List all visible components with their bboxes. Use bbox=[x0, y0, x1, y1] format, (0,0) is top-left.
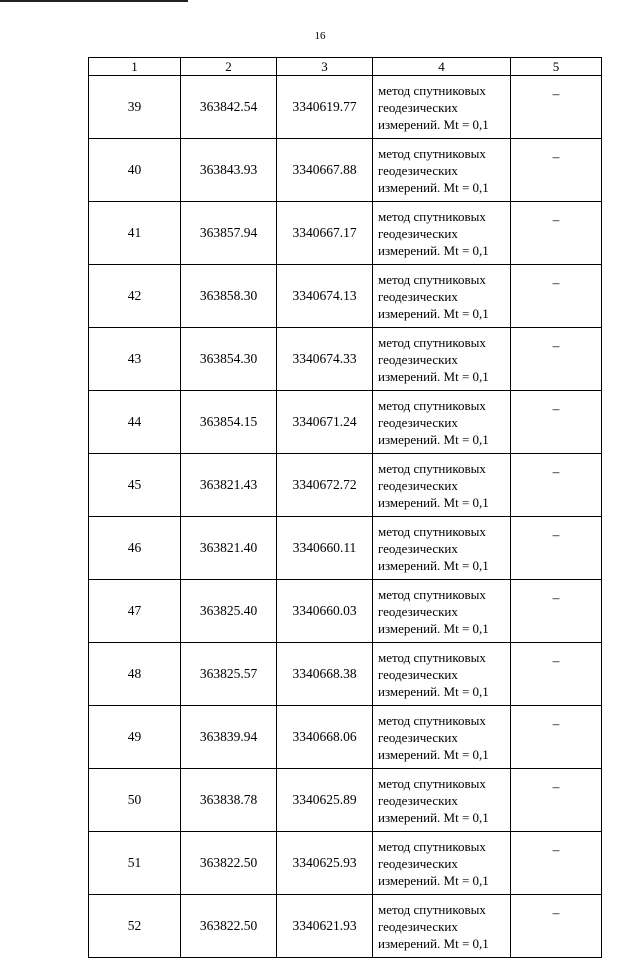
point-number-cell: 43 bbox=[89, 328, 181, 391]
table-row bbox=[89, 580, 602, 643]
table-row bbox=[89, 391, 602, 454]
point-number-cell: 51 bbox=[89, 832, 181, 895]
note-cell: – bbox=[511, 832, 602, 895]
table-row bbox=[89, 643, 602, 706]
table-row bbox=[89, 139, 602, 202]
point-number-cell: 49 bbox=[89, 706, 181, 769]
table-row bbox=[89, 202, 602, 265]
y-coordinate-cell: 3340668.06 bbox=[277, 706, 373, 769]
column-header: 5 bbox=[511, 58, 602, 76]
note-cell: – bbox=[511, 643, 602, 706]
table-row bbox=[89, 895, 602, 958]
table-body bbox=[89, 58, 602, 958]
point-number-cell: 39 bbox=[89, 76, 181, 139]
y-coordinate-cell: 3340672.72 bbox=[277, 454, 373, 517]
method-cell: метод спутниковых геодезических измерений. Mt = 0,1 bbox=[373, 139, 511, 202]
method-cell: метод спутниковых геодезических измерений. Mt = 0,1 bbox=[373, 391, 511, 454]
point-number-cell: 47 bbox=[89, 580, 181, 643]
table-row bbox=[89, 76, 602, 139]
x-coordinate-cell: 363857.94 bbox=[181, 202, 277, 265]
note-cell: – bbox=[511, 391, 602, 454]
x-coordinate-cell: 363854.15 bbox=[181, 391, 277, 454]
y-coordinate-cell: 3340674.13 bbox=[277, 265, 373, 328]
point-number-cell: 41 bbox=[89, 202, 181, 265]
point-number-cell: 50 bbox=[89, 769, 181, 832]
point-number-cell: 46 bbox=[89, 517, 181, 580]
method-cell: метод спутниковых геодезических измерений. Mt = 0,1 bbox=[373, 643, 511, 706]
table-row bbox=[89, 265, 602, 328]
table-row bbox=[89, 706, 602, 769]
x-coordinate-cell: 363821.40 bbox=[181, 517, 277, 580]
x-coordinate-cell: 363838.78 bbox=[181, 769, 277, 832]
y-coordinate-cell: 3340674.33 bbox=[277, 328, 373, 391]
y-coordinate-cell: 3340660.03 bbox=[277, 580, 373, 643]
x-coordinate-cell: 363822.50 bbox=[181, 832, 277, 895]
column-header: 2 bbox=[181, 58, 277, 76]
method-cell: метод спутниковых геодезических измерений. Mt = 0,1 bbox=[373, 76, 511, 139]
note-cell: – bbox=[511, 454, 602, 517]
note-cell: – bbox=[511, 895, 602, 958]
y-coordinate-cell: 3340619.77 bbox=[277, 76, 373, 139]
method-cell: метод спутниковых геодезических измерений. Mt = 0,1 bbox=[373, 769, 511, 832]
top-rule bbox=[0, 0, 188, 2]
note-cell: – bbox=[511, 769, 602, 832]
column-header: 3 bbox=[277, 58, 373, 76]
note-cell: – bbox=[511, 328, 602, 391]
table-row bbox=[89, 517, 602, 580]
method-cell: метод спутниковых геодезических измерений. Mt = 0,1 bbox=[373, 265, 511, 328]
x-coordinate-cell: 363839.94 bbox=[181, 706, 277, 769]
coordinates-table bbox=[88, 57, 602, 958]
point-number-cell: 45 bbox=[89, 454, 181, 517]
note-cell: – bbox=[511, 139, 602, 202]
note-cell: – bbox=[511, 202, 602, 265]
y-coordinate-cell: 3340625.89 bbox=[277, 769, 373, 832]
point-number-cell: 40 bbox=[89, 139, 181, 202]
page-number: 16 bbox=[314, 30, 326, 42]
x-coordinate-cell: 363843.93 bbox=[181, 139, 277, 202]
point-number-cell: 44 bbox=[89, 391, 181, 454]
y-coordinate-cell: 3340667.88 bbox=[277, 139, 373, 202]
method-cell: метод спутниковых геодезических измерений. Mt = 0,1 bbox=[373, 580, 511, 643]
note-cell: – bbox=[511, 706, 602, 769]
note-cell: – bbox=[511, 517, 602, 580]
x-coordinate-cell: 363821.43 bbox=[181, 454, 277, 517]
y-coordinate-cell: 3340667.17 bbox=[277, 202, 373, 265]
method-cell: метод спутниковых геодезических измерений. Mt = 0,1 bbox=[373, 832, 511, 895]
method-cell: метод спутниковых геодезических измерений. Mt = 0,1 bbox=[373, 517, 511, 580]
point-number-cell: 42 bbox=[89, 265, 181, 328]
x-coordinate-cell: 363858.30 bbox=[181, 265, 277, 328]
y-coordinate-cell: 3340668.38 bbox=[277, 643, 373, 706]
y-coordinate-cell: 3340621.93 bbox=[277, 895, 373, 958]
column-header: 1 bbox=[89, 58, 181, 76]
table-row bbox=[89, 328, 602, 391]
x-coordinate-cell: 363825.57 bbox=[181, 643, 277, 706]
method-cell: метод спутниковых геодезических измерений. Mt = 0,1 bbox=[373, 202, 511, 265]
method-cell: метод спутниковых геодезических измерений. Mt = 0,1 bbox=[373, 706, 511, 769]
column-header: 4 bbox=[373, 58, 511, 76]
y-coordinate-cell: 3340625.93 bbox=[277, 832, 373, 895]
note-cell: – bbox=[511, 76, 602, 139]
x-coordinate-cell: 363842.54 bbox=[181, 76, 277, 139]
note-cell: – bbox=[511, 580, 602, 643]
note-cell: – bbox=[511, 265, 602, 328]
point-number-cell: 48 bbox=[89, 643, 181, 706]
y-coordinate-cell: 3340671.24 bbox=[277, 391, 373, 454]
y-coordinate-cell: 3340660.11 bbox=[277, 517, 373, 580]
table-row bbox=[89, 769, 602, 832]
method-cell: метод спутниковых геодезических измерений. Mt = 0,1 bbox=[373, 895, 511, 958]
x-coordinate-cell: 363854.30 bbox=[181, 328, 277, 391]
x-coordinate-cell: 363822.50 bbox=[181, 895, 277, 958]
method-cell: метод спутниковых геодезических измерений. Mt = 0,1 bbox=[373, 328, 511, 391]
table-row bbox=[89, 832, 602, 895]
method-cell: метод спутниковых геодезических измерений. Mt = 0,1 bbox=[373, 454, 511, 517]
table-row bbox=[89, 454, 602, 517]
x-coordinate-cell: 363825.40 bbox=[181, 580, 277, 643]
point-number-cell: 52 bbox=[89, 895, 181, 958]
header-row bbox=[89, 58, 602, 76]
